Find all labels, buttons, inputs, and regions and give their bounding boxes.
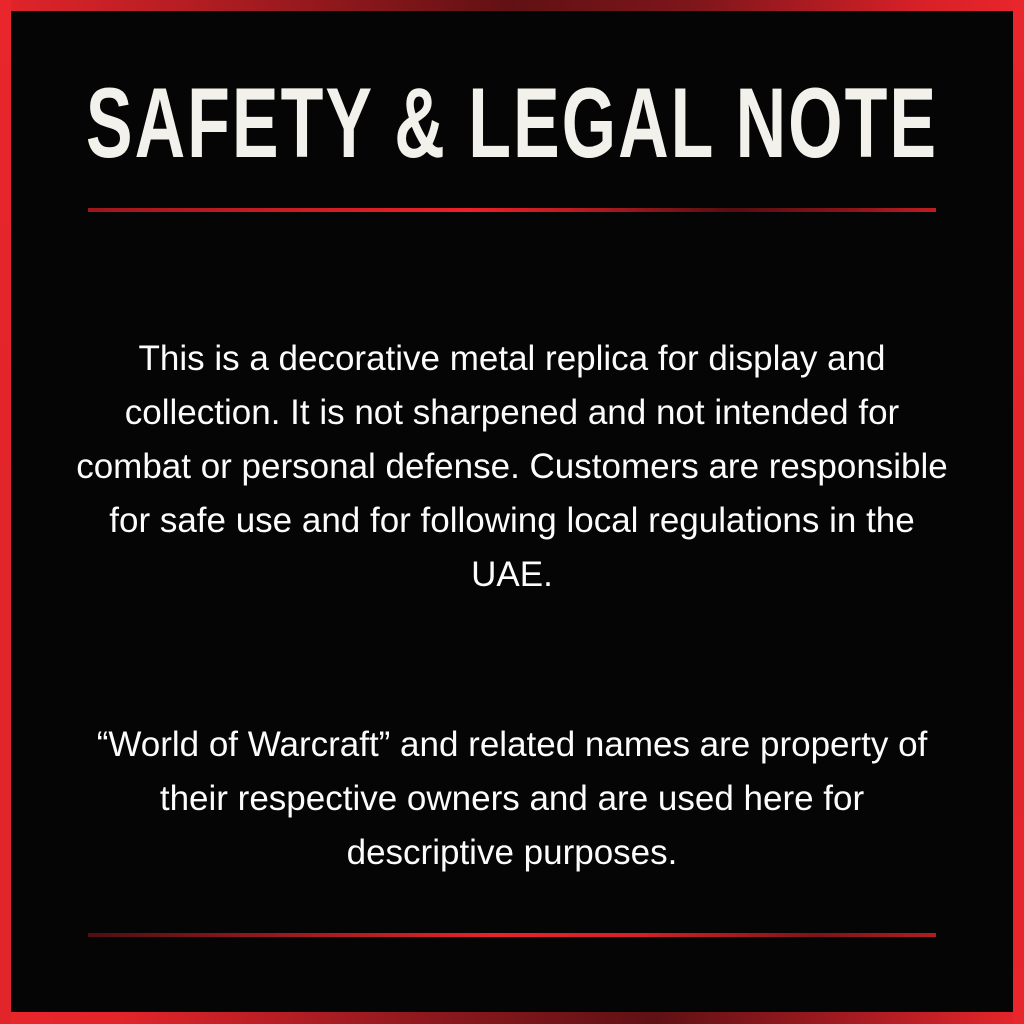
footer-divider-rule [88, 933, 936, 937]
frame-border-right [1013, 0, 1024, 1024]
page-title: SAFETY & LEGAL NOTE [85, 67, 939, 179]
trademark-disclaimer-paragraph: “World of Warcraft” and related names are property of their respective owners and are used here for descriptive purposes. [96, 725, 928, 872]
frame-border-left [0, 0, 11, 1024]
frame-border-bottom [0, 1012, 1024, 1024]
safety-disclaimer-paragraph: This is a decorative metal replica for display and collection. It is not sharpened and not intended for combat or personal defense. Customers are responsible for safe use and for following local regulations in the UAE. [76, 339, 948, 594]
frame-border-top [0, 0, 1024, 11]
title-container [0, 67, 1024, 179]
title-divider-rule [88, 208, 936, 212]
